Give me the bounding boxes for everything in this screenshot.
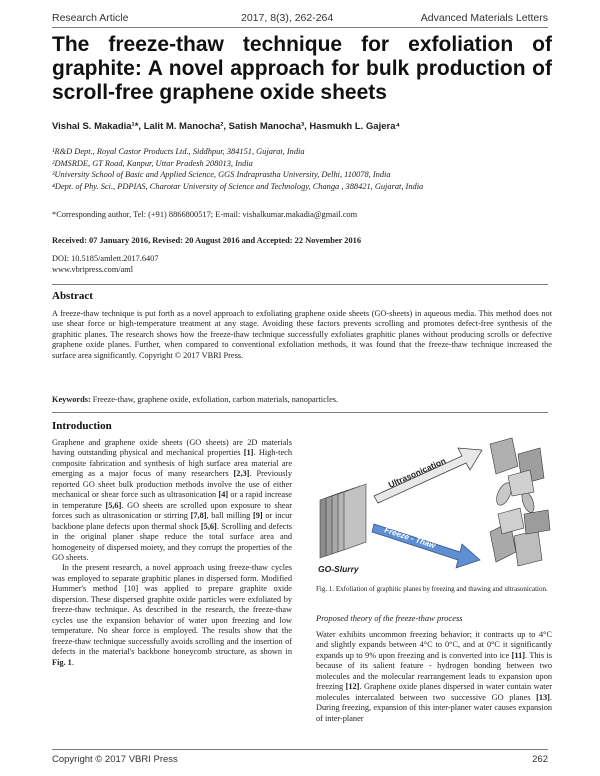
header-rule xyxy=(52,27,548,28)
volume-info: 2017, 8(3), 262-264 xyxy=(241,12,334,24)
citation[interactable]: [2,3] xyxy=(233,469,250,479)
text-run: Graphene and graphene oxide sheets (GO sheets) are 2D materials having outstanding physical and mechanical properties xyxy=(52,438,292,458)
text-run: . High-tech composite fabrication and synthesis of high surface area material are emerging as a major focus of many researchers xyxy=(52,448,292,479)
text-run: In the present research, a novel approach using freeze-thaw cycles was employed to separate graphitic planes in dispersed form. Modified Hummer's method [10] was applied to prepare graphite oxide dispersion. These dispersed graphite oxide particles were exfoliated by freeze-thaw technique. As described in the research, the freeze-thaw cycles use the expansion behavior of water upon freezing and low temperature. No shear force is employed. The results show that the freeze-thaw technique successfully avoids scrolling and the insertion of defects in the material's backbone honeycomb structure, as shown in xyxy=(52,563,292,657)
proposed-theory-heading: Proposed theory of the freeze-thaw process xyxy=(316,613,463,623)
text-run: . Graphene oxide planes dispersed in water contain water molecules intercalated between two successive GO planes xyxy=(316,682,553,702)
keywords-bottom-rule xyxy=(52,412,548,413)
affiliations xyxy=(52,146,552,192)
corresponding-text: *Corresponding author, Tel: (+91) 8866800517; E-mail: vishalkumar.makadia@gmail.com xyxy=(52,210,358,219)
journal-name: Advanced Materials Letters xyxy=(420,12,548,24)
intro-paragraph-2 xyxy=(52,563,292,668)
introduction-body xyxy=(52,438,292,668)
text-run: . During freezing, expansion of this inter-planer water causes expansion of inter-planer xyxy=(316,692,552,723)
introduction-heading: Introduction xyxy=(52,420,112,432)
abstract-heading: Abstract xyxy=(52,290,93,302)
ultrasonication-arrow xyxy=(374,448,482,503)
proposed-theory-text xyxy=(316,630,552,724)
text-run: . Scrolling and defects in the original planer shape reduce the total surface area and homogeneity of dispersed moiety, and they corrupt the properties of the GO sheets. xyxy=(52,521,292,562)
citation[interactable]: [11] xyxy=(511,650,526,660)
doi-block xyxy=(52,254,158,275)
article-type: Research Article xyxy=(52,12,129,24)
ultrasonication-label: Ultrasonication xyxy=(386,455,448,490)
corresponding-author xyxy=(52,210,357,219)
affiliation-1: ¹R&D Dept., Royal Castor Products Ltd., Siddhpur, 384151, Gujarat, India xyxy=(52,147,305,156)
doi-link[interactable]: DOI: 10.5185/amlett.2017.6407 xyxy=(52,254,159,263)
text-run: . xyxy=(71,657,74,667)
abstract-top-rule xyxy=(52,284,548,285)
text-run: , ball milling xyxy=(206,511,253,521)
citation[interactable]: [4] xyxy=(218,490,229,500)
citation[interactable]: [9] xyxy=(253,511,263,521)
publication-dates: Received: 07 January 2016, Revised: 20 August 2016 and Accepted: 22 November 2016 xyxy=(52,236,362,245)
citation[interactable]: [7,8] xyxy=(190,511,207,521)
text-run: or a rapid increase in temperature xyxy=(52,490,292,510)
author-list: Vishal S. Makadia¹*, Lalit M. Manocha², Satish Manocha³, Hasmukh L. Gajera⁴ xyxy=(52,121,401,132)
intro-paragraph-1 xyxy=(52,438,292,563)
keywords-text: Freeze-thaw, graphene oxide, exfoliation, carbon materials, nanoparticles. xyxy=(92,395,339,404)
citation[interactable]: [5,6] xyxy=(200,521,217,531)
keywords-label: Keywords: xyxy=(52,395,91,404)
text-run: . Previously reported GO sheet bulk production methods involve the use of either mechanical or shear force such as ultrasonication xyxy=(52,469,292,500)
citation[interactable]: [5,6] xyxy=(105,500,122,510)
freeze-thaw-label: Freeze - Thaw xyxy=(383,525,437,551)
citation[interactable]: [12] xyxy=(345,682,360,692)
text-run: or incur backbone plane defects upon thermal shock xyxy=(52,511,292,531)
go-slurry-stack xyxy=(320,484,366,558)
running-header xyxy=(52,12,548,26)
website-link[interactable]: www.vbripress.com/aml xyxy=(52,264,134,274)
exfoliated-sheets xyxy=(490,508,550,566)
scrolled-sheets xyxy=(490,438,544,514)
paper-title: The freeze-thaw technique for exfoliation of graphite: A novel approach for bulk production of scroll-free graphene oxide sheets xyxy=(52,33,552,104)
affiliation-2: ²DMSRDE, GT Road, Kanpur, Uttar Pradesh 208013, India xyxy=(52,158,253,168)
affiliation-3: ³University School of Basic and Applied Science, GGS Indraprastha University, Delhi, 110078, India xyxy=(52,170,391,180)
keywords xyxy=(52,395,552,404)
figure-caption: Fig. 1. Exfoliation of graphitic planes by freezing and thawing and ultrasonication. xyxy=(316,585,548,593)
figure-1 xyxy=(312,436,552,576)
abstract-text: A freeze-thaw technique is put forth as a novel approach to exfoliating graphene oxide sheets (GO-sheets) in aqueous media. This method does not use shear force or high-temperature treatment at any stage. Avoiding these factors prevents scrolling and promotes defect-free synthesis of the graphitic planes. The research shows how the freeze-thaw technique successfully exfoliates graphitic planes without producing scrolls or defective graphene oxide planes. Further, when compared to conventional exfoliation methods, it was found that the freeze-thaw technique increased the surface area significantly. Copyright © 2017 VBRI Press. xyxy=(52,309,552,360)
page-number: 262 xyxy=(532,754,548,765)
figure-reference[interactable]: Fig. 1 xyxy=(52,657,72,667)
footer-rule xyxy=(52,749,548,750)
affiliation-4: ⁴Dept. of Phy. Sci., PDPIAS, Charotar University of Science and Technology, Changa , 388421, Gujarat, India xyxy=(52,181,424,191)
citation[interactable]: [13] xyxy=(536,692,550,702)
text-run: Water exhibits uncommon freezing behavior; it contracts up to 4°C and slightly expands between 4°C to 0°C, and at 0°C it significantly expands up to 9% upon freezing and is converted into ice xyxy=(316,630,552,660)
text-run: . This is because of its salient feature - hydrogen bonding between two molecules and the molecular rearrangement leads to expansion upon freezing xyxy=(316,650,553,692)
citation[interactable]: [1] xyxy=(243,448,254,458)
page-footer xyxy=(52,754,548,766)
footer-copyright: Copyright © 2017 VBRI Press xyxy=(52,754,178,765)
text-run: . GO sheets are scrolled upon exposure to shear forces such as ultrasonication or stirring xyxy=(52,500,292,521)
go-slurry-label: GO-Slurry xyxy=(318,564,359,574)
